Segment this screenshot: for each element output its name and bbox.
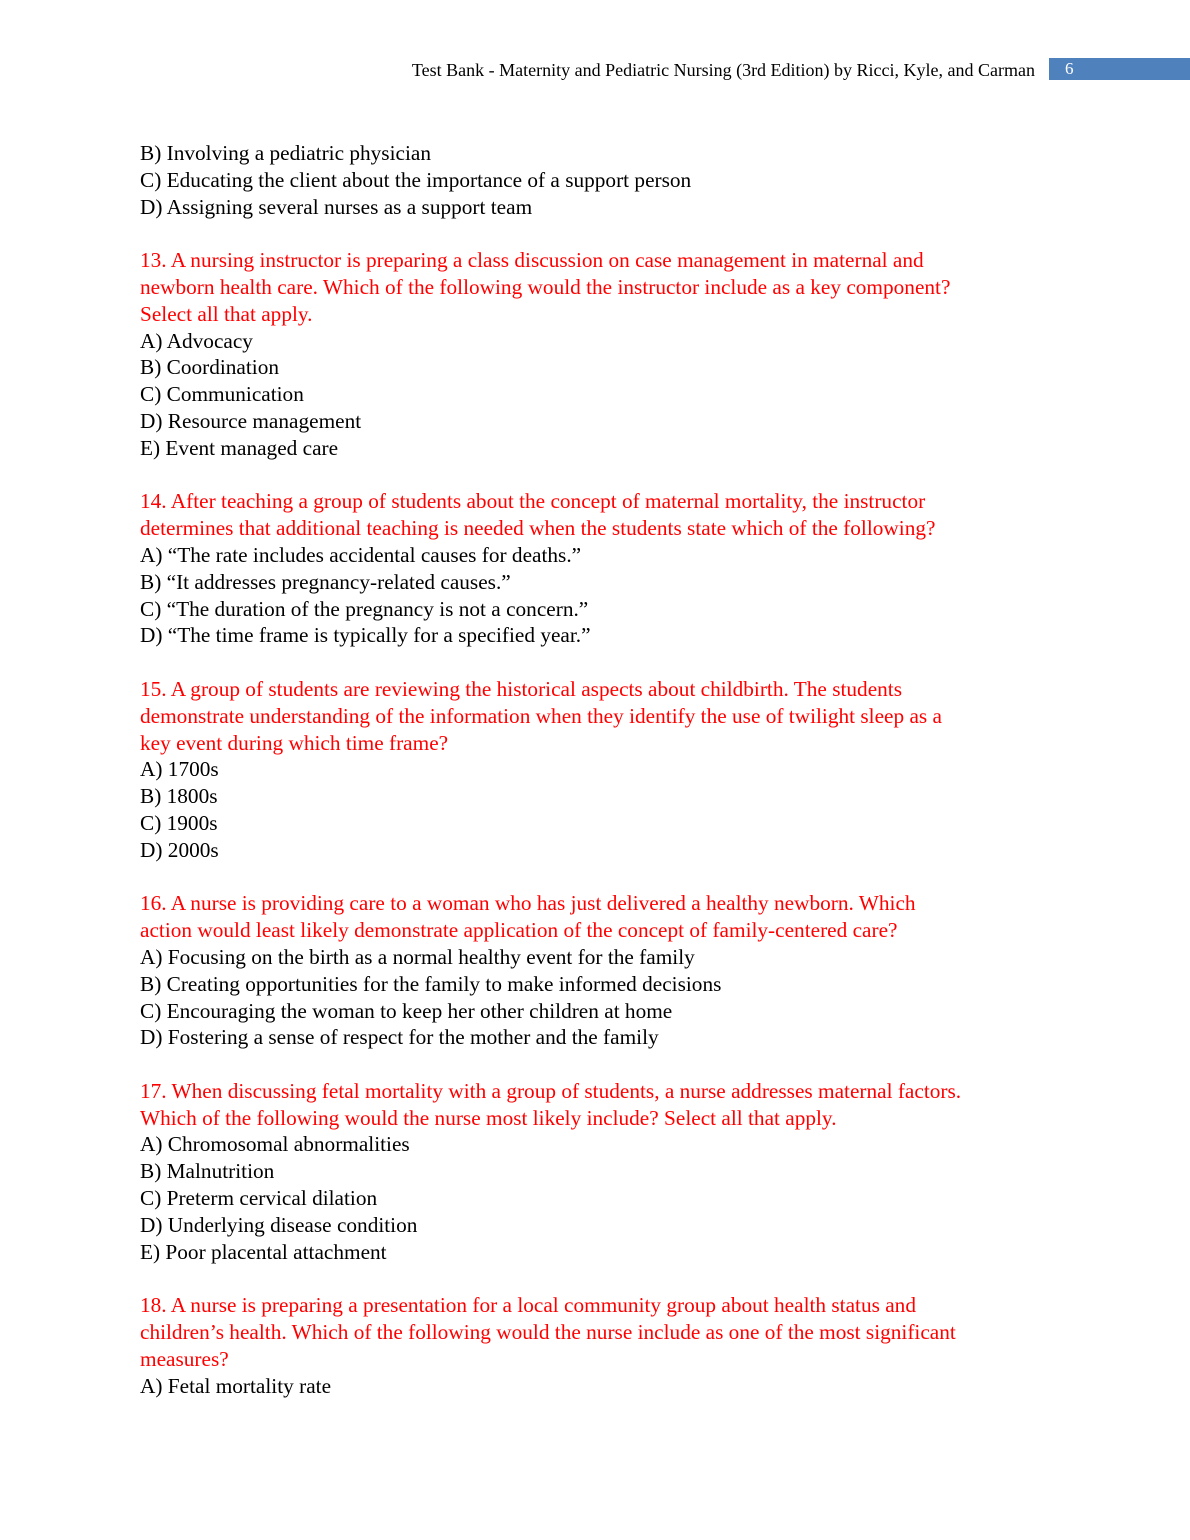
question-text: 15. A group of students are reviewing the historical aspects about childbirth. The students (140, 676, 902, 701)
option: C) 1900s (140, 810, 218, 835)
option: A) “The rate includes accidental causes for deaths.” (140, 542, 582, 567)
option: D) Assigning several nurses as a support team (140, 194, 533, 219)
page-number-tab: 6 (1049, 58, 1190, 80)
option: E) Poor placental attachment (140, 1239, 387, 1264)
option: D) 2000s (140, 837, 219, 862)
question-text: measures? (140, 1346, 229, 1371)
option: A) Chromosomal abnormalities (140, 1132, 410, 1157)
question-text: demonstrate understanding of the information when they identify the use of twilight sleep as a (140, 703, 942, 728)
question-14 (140, 488, 1060, 649)
page-header (0, 57, 1190, 83)
header-title: Test Bank - Maternity and Pediatric Nursing (3rd Edition) by Ricci, Kyle, and Carman (411, 60, 1035, 80)
question-16 (140, 890, 1060, 1051)
question-18 (140, 1292, 1060, 1399)
question-17 (140, 1078, 1060, 1266)
option: A) Advocacy (140, 328, 253, 353)
option: D) Underlying disease condition (140, 1212, 418, 1237)
question-15 (140, 676, 1060, 864)
question-text: action would least likely demonstrate application of the concept of family-centered care? (140, 918, 898, 943)
option: D) Resource management (140, 408, 362, 433)
option: B) Creating opportunities for the family to make informed decisions (140, 971, 722, 996)
question-text: 13. A nursing instructor is preparing a class discussion on case management in maternal and (140, 248, 924, 273)
option: C) Preterm cervical dilation (140, 1186, 378, 1211)
question-text: Select all that apply. (140, 301, 313, 326)
question-text: determines that additional teaching is needed when the students state which of the following? (140, 516, 936, 541)
option: B) “It addresses pregnancy-related causes.” (140, 569, 511, 594)
document-body (140, 140, 1060, 1426)
option: A) 1700s (140, 757, 219, 782)
option: B) Involving a pediatric physician (140, 141, 431, 165)
option: B) 1800s (140, 784, 218, 809)
option: D) Fostering a sense of respect for the mother and the family (140, 1025, 659, 1050)
option: D) “The time frame is typically for a specified year.” (140, 623, 591, 648)
option: C) Educating the client about the importance of a support person (140, 167, 692, 192)
question-13 (140, 247, 1060, 461)
option: C) “The duration of the pregnancy is not a concern.” (140, 596, 589, 621)
question-text: 17. When discussing fetal mortality with a group of students, a nurse addresses maternal factors. (140, 1078, 962, 1103)
option: E) Event managed care (140, 435, 339, 460)
option: A) Fetal mortality rate (140, 1373, 332, 1398)
question-text: 16. A nurse is providing care to a woman who has just delivered a healthy newborn. Which (140, 891, 916, 916)
option: B) Malnutrition (140, 1159, 275, 1184)
question-text: newborn health care. Which of the following would the instructor include as a key component? (140, 274, 951, 299)
question-text: Which of the following would the nurse most likely include? Select all that apply. (140, 1105, 837, 1130)
question-text: children’s health. Which of the following would the nurse include as one of the most significant (140, 1320, 956, 1345)
question-text: 14. After teaching a group of students about the concept of maternal mortality, the instructor (140, 489, 926, 514)
question-text: key event during which time frame? (140, 730, 449, 755)
option: B) Coordination (140, 355, 280, 380)
continued-options (140, 140, 1060, 220)
option: C) Communication (140, 382, 304, 407)
option: A) Focusing on the birth as a normal healthy event for the family (140, 944, 695, 969)
question-text: 18. A nurse is preparing a presentation for a local community group about health status and (140, 1293, 916, 1318)
option: C) Encouraging the woman to keep her other children at home (140, 998, 673, 1023)
